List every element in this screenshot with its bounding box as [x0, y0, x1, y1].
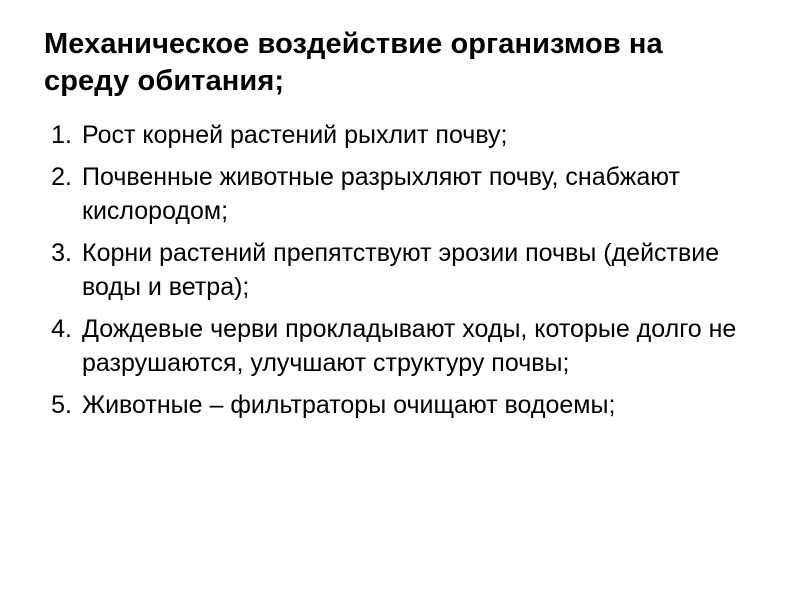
list-item-text: Дождевые черви прокладывают ходы, которые долго не разрушаются, улучшают структуру почвы;	[82, 314, 737, 378]
list-item-text: Корни растений препятствуют эрозии почвы (действие воды и ветра);	[82, 238, 720, 302]
list-item-marker: 2.	[51, 162, 72, 191]
content-list	[44, 118, 770, 422]
page-title: Механическое воздействие организмов на среду обитания;	[44, 28, 663, 98]
list-item-marker: 4.	[51, 314, 72, 343]
list-item-text: Рост корней растений рыхлит почву;	[82, 121, 508, 150]
list-item	[44, 388, 770, 423]
list-item-marker: 3.	[51, 238, 72, 267]
list-item	[44, 160, 770, 229]
list-item	[44, 118, 770, 153]
list-item-text: Животные – фильтраторы очищают водоемы;	[82, 390, 616, 419]
list-item-text: Почвенные животные разрыхляют почву, снабжают кислородом;	[82, 162, 680, 226]
list-item-marker: 1.	[51, 121, 72, 150]
list-item-marker: 5.	[51, 390, 72, 419]
list-item	[44, 236, 770, 305]
list-item	[44, 312, 770, 381]
